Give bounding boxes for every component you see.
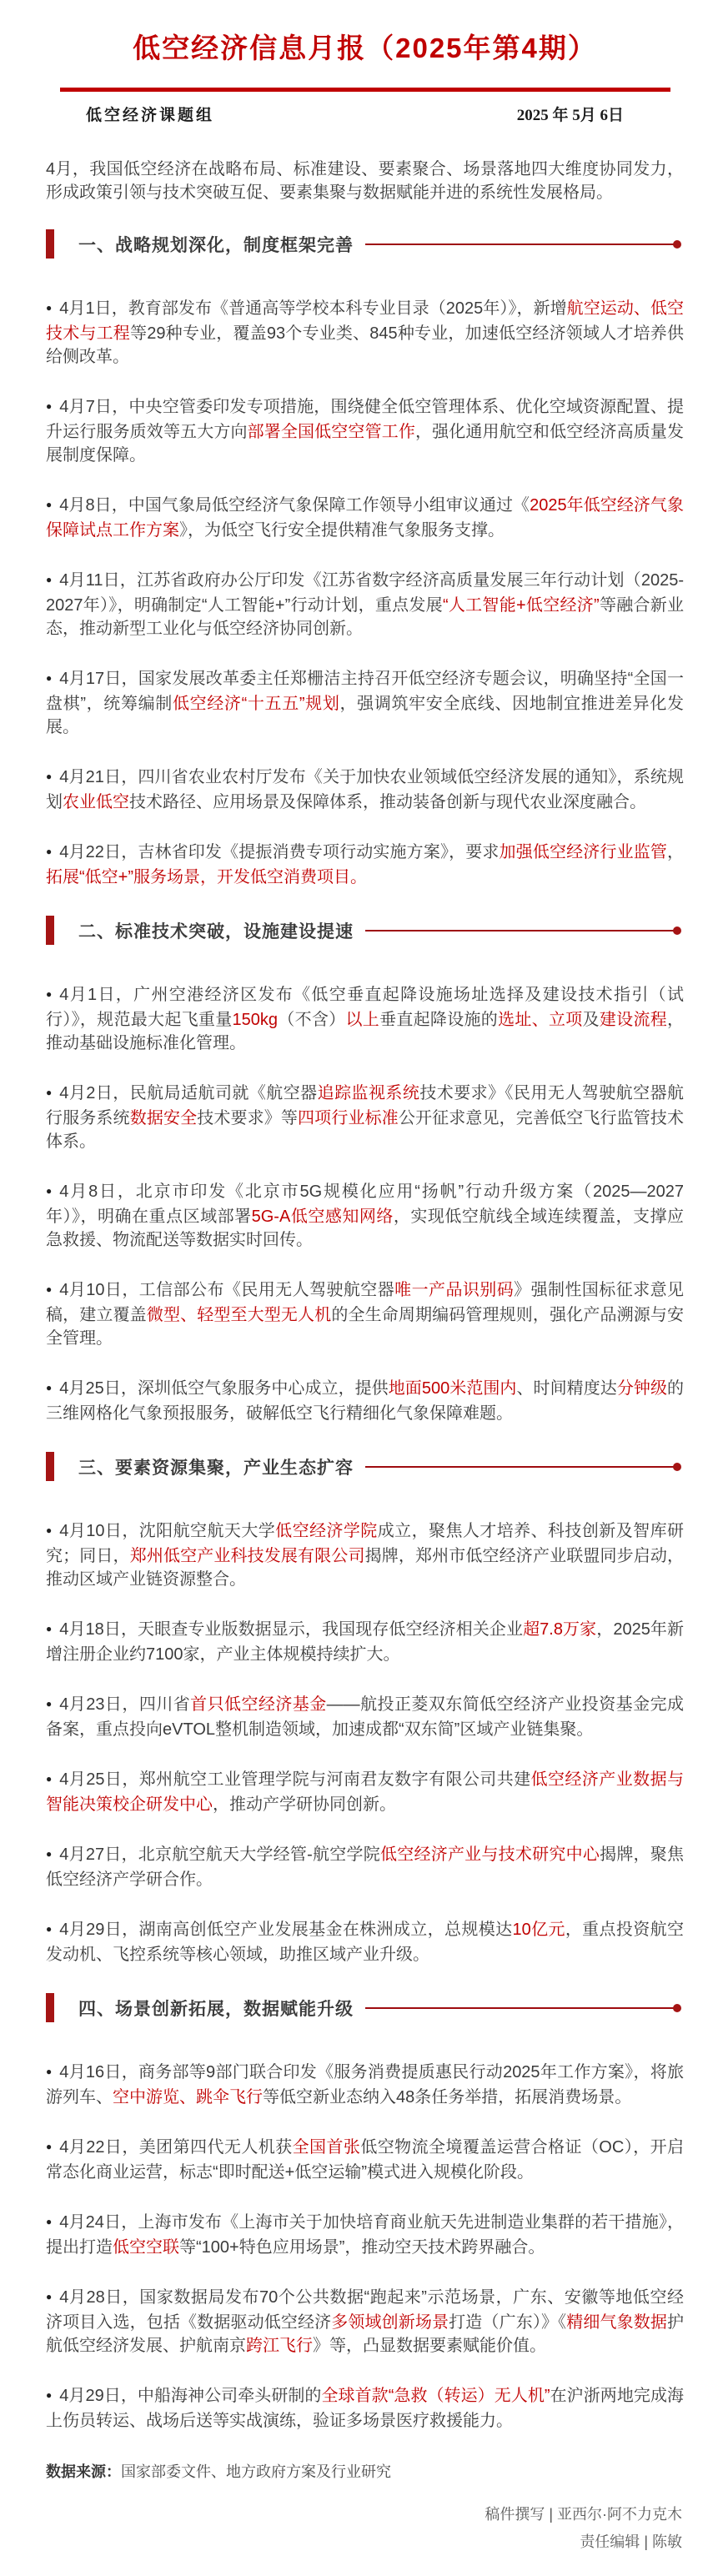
body-text: ，推动基础设施标准化管理。 [46, 1011, 685, 1052]
highlight-text: 全国首张 [292, 2138, 361, 2157]
body-text: 4月23日，四川省 [59, 1695, 191, 1714]
byline-organization: 低空经济课题组 [86, 107, 215, 124]
data-source-text: 国家部委文件、地方政府方案及行业研究 [121, 2463, 391, 2480]
body-text: 、时间精度达 [516, 1379, 617, 1398]
body-text: 4月8日，中国气象局低空经济气象保障工作领导小组审议通过《 [59, 496, 530, 515]
section-title: 二、标准技术突破，设施建设提速 [78, 921, 354, 942]
section-header [46, 1452, 684, 1481]
bullet-icon: ● [46, 499, 53, 510]
highlight-text: 四项行业标准 [298, 1109, 399, 1127]
body-text: 4月2日，民航局适航司就《航空器 [59, 1084, 318, 1102]
highlight-text: 超7.8万家 [523, 1620, 597, 1639]
news-item [46, 1693, 684, 1741]
body-text: 垂直起降设施的 [379, 1011, 499, 1029]
news-item [46, 1618, 684, 1666]
news-item [46, 1082, 684, 1153]
body-text: 4月22日，美团第四代无人机获 [59, 2138, 293, 2157]
news-item [46, 841, 684, 889]
section-rule-dot [673, 926, 681, 935]
bullet-icon: ● [46, 1773, 53, 1785]
section-title: 四、场景创新拓展，数据赋能升级 [78, 1999, 354, 2019]
body-text: 护航低空经济发展、护航南京 [46, 2313, 685, 2355]
body-text: 低空物流全境覆盖运营合格证（OC），开启常态化商业运营，标志“即时配送+低空运输”模式进入规模化阶段。 [46, 2138, 685, 2182]
news-section [46, 916, 684, 1425]
highlight-text: 空中游览、跳伞飞行 [113, 2088, 263, 2106]
body-text: 4月25日，郑州航空工业管理学院与河南君友数字有限公司共建 [59, 1770, 531, 1789]
body-text: 及 [582, 1011, 600, 1029]
highlight-text: 农业低空 [63, 793, 129, 811]
section-accent-bar [46, 916, 54, 945]
body-text: 4月10日，沈阳航空航天大学 [59, 1522, 276, 1540]
body-text: 》，为低空飞行安全提供精准气象服务支撑。 [179, 521, 505, 540]
news-item [46, 983, 684, 1055]
body-text: 4月29日，中船海神公司牵头研制的 [59, 2387, 322, 2405]
highlight-text: 数据安全 [129, 1109, 198, 1127]
news-item [46, 569, 684, 640]
section-header [46, 916, 684, 945]
bullet-icon: ● [46, 1185, 53, 1197]
body-text: 揭牌，郑州市低空经济产业联盟同步启动，推动区域产业链资源整合。 [46, 1547, 685, 1589]
body-text: 4月16日，商务部等9部门联合印发《服务消费提质惠民行动2025年工作方案》，将旅游列车、 [46, 2063, 684, 2106]
news-item [46, 766, 684, 814]
body-text: 4月25日，深圳低空气象服务中心成立，提供 [59, 1379, 389, 1398]
news-section [46, 1452, 684, 1966]
news-section [46, 229, 684, 889]
news-item [46, 2061, 684, 2109]
highlight-text: 首只低空经济基金 [190, 1695, 327, 1714]
bullet-icon: ● [46, 1087, 53, 1098]
highlight-text: 微型、轻型至大型无人机 [146, 1306, 332, 1324]
body-text: 4月18日，天眼查专业版数据显示，我国现存低空经济相关企业 [59, 1620, 524, 1639]
body-text: 技术要求》《民用无人驾驶航空器航行服务系统 [46, 1084, 685, 1127]
highlight-text: 分钟级 [616, 1379, 668, 1398]
body-text: 》等，凸显数据要素赋能价值。 [313, 2337, 546, 2355]
bullet-icon: ● [46, 2141, 53, 2152]
section-rule-dot [673, 2004, 681, 2012]
section-rule [365, 1466, 679, 1468]
body-text: 的全生命周期编码管理规则，强化产品溯源与安全管理。 [46, 1306, 685, 1348]
highlight-text: 拓展“低空+”服务场景，开发低空消费项目。 [46, 868, 367, 886]
body-text: ，强调筑牢安全底线、因地制宜推进差异化发展。 [46, 695, 684, 736]
body-text: 4月8日，北京市印发《北京市5G规模化应用“扬帆”行动升级方案（2025—2027年）》，明确在重点区域部署 [46, 1183, 684, 1226]
highlight-text: 5G-A低空感知网络 [251, 1208, 394, 1226]
body-text: ，重点投资航空发动机、飞控系统等核心领域，助推区域产业升级。 [46, 1921, 685, 1964]
bullet-icon: ● [46, 672, 53, 684]
body-text: ——航投正菱双东简低空经济产业投资基金完成备案，重点投向eVTOL整机制造领域，加速成都“双东简”区域产业链集聚。 [46, 1695, 685, 1739]
news-item [46, 1768, 684, 1816]
highlight-text: 150kg [232, 1011, 278, 1029]
highlight-text: 部署全国低空空管工作 [247, 423, 415, 441]
body-text: 4月1日，广州空港经济区发布《低空垂直起降设施场址选择及建设技术指引（试行）》，规范最大起飞重量 [46, 986, 684, 1029]
body-text: 》强制性国标征求意见稿，建立覆盖 [46, 1281, 685, 1324]
body-text: 4月7日，中央空管委印发专项措施，围绕健全低空管理体系、优化空域资源配置、提升运行服务质效等五大方向 [46, 398, 684, 441]
highlight-text: 地面500米范围内 [388, 1379, 517, 1398]
news-item [46, 667, 684, 739]
sections [46, 229, 684, 2433]
news-item [46, 395, 684, 467]
body-text: 揭牌，聚焦低空经济产学研合作。 [46, 1845, 685, 1889]
news-item [46, 1519, 684, 1591]
body-text: 4月29日，湖南高创低空产业发展基金在株洲成立，总规模达 [59, 1921, 513, 1939]
highlight-text: 建设流程 [599, 1011, 668, 1029]
body-text: 4月28日，国家数据局发布70个公共数据“跑起来”示范场景，广东、安徽等地低空经济项目入选，包括《数据驱动低空经济 [46, 2288, 684, 2332]
news-item [46, 494, 684, 542]
news-item [46, 297, 684, 369]
bullet-icon: ● [46, 302, 53, 314]
data-source-line [46, 2461, 684, 2483]
bullet-icon: ● [46, 2216, 53, 2227]
highlight-text: 低空经济产业数据与智能决策校企研发中心 [46, 1770, 684, 1814]
credit-writer: 稿件撰写 | 亚西尔·阿不力克木 [484, 2506, 682, 2523]
section-rule-dot [673, 1463, 681, 1471]
bullet-icon: ● [46, 988, 53, 1000]
body-text: 4月24日，上海市发布《上海市关于加快培育商业航天先进制造业集群的若干措施》，提出打造 [46, 2213, 684, 2257]
body-text: 4月17日，国家发展改革委主任郑栅洁主持召开低空经济专题会议，明确坚持“全国一盘棋”，统筹编制 [46, 670, 684, 713]
body-text: 等“100+特色应用场景”，推动空天技术跨界融合。 [179, 2238, 545, 2257]
bullet-icon: ● [46, 1698, 53, 1710]
body-text: 公开征求意见，完善低空飞行监管技术体系。 [46, 1109, 685, 1151]
highlight-text: 郑州低空产业科技发展有限公司 [129, 1547, 365, 1565]
section-accent-bar [46, 1452, 54, 1481]
section-accent-bar [46, 229, 54, 259]
news-section [46, 1993, 684, 2433]
section-header [46, 1993, 684, 2022]
bullet-icon: ● [46, 1382, 53, 1393]
credit-editor: 责任编辑 | 陈敏 [580, 2533, 682, 2550]
highlight-text: 精细气象数据 [566, 2313, 668, 2332]
section-header [46, 229, 684, 259]
highlight-text: 以上 [345, 1011, 380, 1029]
bullet-icon: ● [46, 574, 53, 585]
body-text: 等融合新业态，推动新型工业化与低空经济协同创新。 [46, 596, 685, 638]
body-text: 打造（广东）》《 [449, 2313, 567, 2332]
bullet-icon: ● [46, 2066, 53, 2077]
bullet-icon: ● [46, 2389, 53, 2401]
bullet-icon: ● [46, 400, 53, 412]
body-text: 4月21日，四川省农业农村厅发布《关于加快农业领域低空经济发展的通知》，系统规划 [46, 768, 684, 811]
bullet-icon: ● [46, 2291, 53, 2302]
bullet-icon: ● [46, 1524, 53, 1536]
highlight-text: 航空运动、低空技术与工程 [46, 299, 684, 343]
bullet-icon: ● [46, 846, 53, 857]
page-title: 低空经济信息月报（2025年第4期） [133, 33, 597, 63]
section-accent-bar [46, 1993, 54, 2022]
section-rule-dot [673, 240, 681, 249]
highlight-text: 10亿元 [512, 1921, 565, 1939]
bullet-icon: ● [46, 1283, 53, 1295]
body-text: 等低空新业态纳入48条任务举措，拓展消费场景。 [263, 2088, 632, 2106]
intro-paragraph: 4月，我国低空经济在战略布局、标准建设、要素聚合、场景落地四大维度协同发力，形成政策引领与技术突破互促、要素集聚与数据赋能并进的系统性发展格局。 [46, 160, 684, 202]
bullet-icon: ● [46, 1923, 53, 1935]
highlight-text: 全球首款“急救（转运）无人机” [321, 2387, 550, 2405]
news-item [46, 2286, 684, 2358]
body-text: 4月22日，吉林省印发《提振消费专项行动实施方案》，要求 [59, 843, 500, 861]
body-text: 4月1日，教育部发布《普通高等学校本科专业目录（2025年）》，新增 [59, 299, 567, 318]
section-rule [365, 2007, 679, 2009]
body-text: ， [667, 843, 684, 861]
news-item [46, 1918, 684, 1966]
highlight-text: 低空经济学院 [275, 1522, 378, 1540]
body-text: 技术路径、应用场景及保障体系，推动装备创新与现代农业深度融合。 [129, 793, 646, 811]
highlight-text: 跨江飞行 [246, 2337, 313, 2355]
body-text: 4月10日，工信部公布《民用无人驾驶航空器 [59, 1281, 395, 1299]
byline-date: 2025 年 5月 6日 [516, 107, 624, 124]
body-text: 成立，聚焦人才培养、科技创新及智库研究；同日， [46, 1522, 684, 1565]
news-item [46, 1278, 684, 1350]
body-text: （不含） [278, 1011, 346, 1029]
section-rule [365, 930, 679, 931]
body-text: 的三维网格化气象预报服务，破解低空飞行精细化气象保障难题。 [46, 1379, 685, 1423]
highlight-text: 加强低空经济行业监管 [499, 843, 667, 861]
bullet-icon: ● [46, 1623, 53, 1634]
section-title: 一、战略规划深化，制度框架完善 [78, 235, 354, 255]
news-item [46, 2211, 684, 2259]
data-source-label: 数据来源： [46, 2463, 121, 2480]
highlight-text: 低空空联 [113, 2238, 179, 2257]
highlight-text: 低空经济“十五五”规划 [172, 695, 340, 713]
body-text: ，2025年新增注册企业约7100家，产业主体规模持续扩大。 [46, 1620, 684, 1664]
news-item [46, 1843, 684, 1891]
credits [46, 2501, 684, 2556]
highlight-text: 选址、立项 [498, 1011, 583, 1029]
highlight-text: 低空经济产业与技术研究中心 [380, 1845, 600, 1864]
body-text: 在沪浙两地完成海上伤员转运、战场后送等实战演练，验证多场景医疗救援能力。 [46, 2387, 684, 2430]
highlight-text: 追踪监视系统 [317, 1084, 420, 1102]
newsletter-page [0, 30, 728, 2576]
body-text: ，强化通用航空和低空经济高质量发展制度保障。 [46, 423, 685, 464]
body-text: 技术要求》等 [197, 1109, 299, 1127]
highlight-text: 唯一产品识别码 [394, 1281, 515, 1299]
highlight-text: 2025年低空经济气象保障试点工作方案 [46, 496, 684, 540]
highlight-text: “人工智能+低空经济” [442, 596, 600, 615]
body-text: 等29种专业，覆盖93个专业类、845种专业，加速低空经济领域人才培养供给侧改革。 [46, 324, 684, 366]
section-rule [365, 244, 679, 245]
body-text: ，实现低空航线全域连续覆盖，支撑应急救援、物流配送等数据实时回传。 [46, 1208, 685, 1249]
highlight-text: 多领域创新场景 [331, 2313, 449, 2332]
bullet-icon: ● [46, 771, 53, 782]
news-item [46, 2136, 684, 2184]
news-item [46, 1180, 684, 1252]
body-text: 4月27日，北京航空航天大学经管-航空学院 [59, 1845, 380, 1864]
byline [46, 92, 684, 125]
bullet-icon: ● [46, 1848, 53, 1860]
body-text: 4月11日，江苏省政府办公厅印发《江苏省数字经济高质量发展三年行动计划（2025-2027年）》，明确制定“人工智能+”行动计划，重点发展 [46, 571, 684, 615]
news-item [46, 2384, 684, 2433]
section-title: 三、要素资源集聚，产业生态扩容 [78, 1458, 354, 1478]
news-item [46, 1377, 684, 1425]
body-text: ，推动产学研协同创新。 [213, 1795, 396, 1814]
